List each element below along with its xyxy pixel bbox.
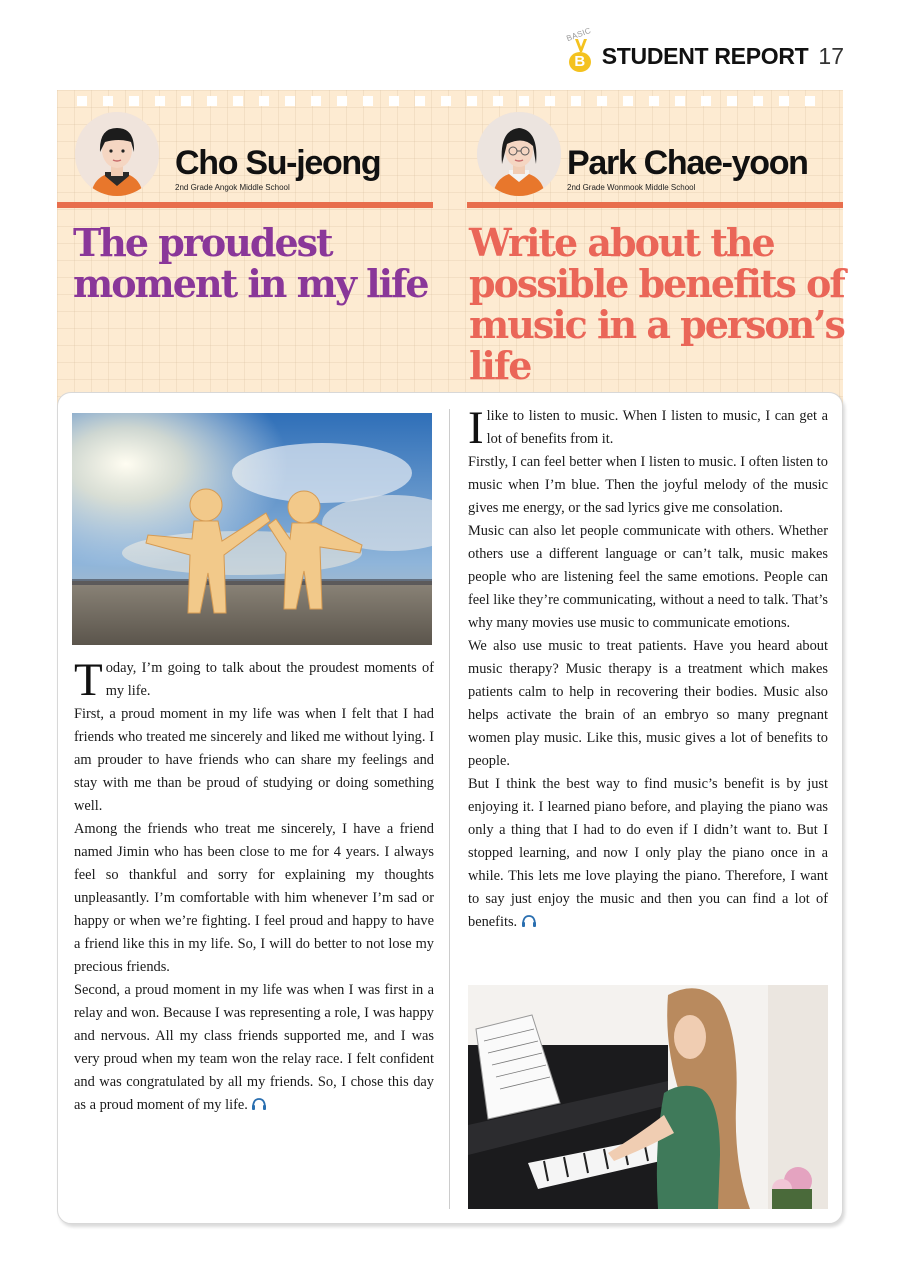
header-rule bbox=[467, 202, 843, 208]
page-header bbox=[564, 25, 844, 74]
avatar bbox=[477, 112, 561, 196]
piano-girl-photo bbox=[468, 985, 828, 1209]
headphones-icon bbox=[521, 914, 537, 928]
student-school: 2nd Grade Angok Middle School bbox=[175, 183, 290, 192]
student-school: 2nd Grade Wonmook Middle School bbox=[567, 183, 696, 192]
essay-panel bbox=[57, 392, 843, 1224]
headphones-icon bbox=[251, 1097, 267, 1111]
perforation-strip bbox=[77, 96, 825, 106]
topic-banner bbox=[57, 90, 843, 410]
v-sign-icon bbox=[572, 39, 590, 53]
essay-paragraph: But I think the best way to find music’s benefit is by just enjoying it. I learned piano before, and playing the piano was only a thing that I had to do even if I didn’t want to. But I stopped learning, and now I only play the piano once in a while. This lets me love playing the piano. Therefore, I want to say just enjoy the music and then you can find a lot of benefits. bbox=[468, 776, 828, 930]
essay-paragraph: Firstly, I can feel better when I listen to music. I often listen to music when I’m blue. Then the joyful melody of the music gives me energy, or the sad lyrics give me consolation. bbox=[468, 454, 828, 516]
wooden-figures-photo bbox=[72, 413, 432, 645]
essay-paragraph: First, a proud moment in my life was when I felt that I had friends who treated me sincerely and liked me without lying. I am prouder to have friends who can share my feelings and stay with me than be proud of studying or doing something well. bbox=[74, 706, 434, 814]
header-rule bbox=[57, 202, 433, 208]
drop-cap: I bbox=[468, 402, 484, 454]
avatar bbox=[75, 112, 159, 196]
column-divider bbox=[449, 409, 450, 1209]
essay-paragraph: Second, a proud moment in my life was when I was first in a relay and won. Because I was representing a role, I was happy and nervous. All my class friends supported me, and I was very proud when my team won the relay race. I felt confident and was congratulated by all my friends. So, I chose this day as a proud moment of my life. bbox=[74, 982, 434, 1113]
essay-paragraph: Today, I’m going to talk about the proudest moments of my life. bbox=[74, 654, 434, 706]
student-name: Park Chae-yoon bbox=[567, 144, 808, 182]
essay-body-left bbox=[74, 654, 434, 1117]
drop-cap: T bbox=[74, 654, 103, 706]
essay-paragraph: Ilike to listen to music. When I listen to music, I can get a lot of benefits from it. bbox=[468, 402, 828, 454]
essay-paragraph: We also use music to treat patients. Have you heard about music therapy? Music therapy is a treatment which makes patients calm to help in recovering their bodies. Music also helps activate the brain of an embryo so many pregnant women play music. Like this, music gives a lot of benefits to people. bbox=[468, 638, 828, 769]
student-name: Cho Su-jeong bbox=[175, 144, 381, 182]
page-number: 17 bbox=[818, 42, 844, 69]
essay-topic: Write about the possible benefits of music in a person’s life bbox=[469, 220, 844, 388]
essay-paragraph: Music can also let people communicate with others. Whether others use a different language or can’t talk, music makes people who are listening feel the same emotions. People can feel like they’re communicating, without a need to talk. That’s why many movies use music to communicate emotions. bbox=[468, 523, 828, 631]
basic-logo bbox=[564, 25, 594, 74]
logo-basic-text: BASIC bbox=[564, 25, 593, 44]
essay-body-right bbox=[468, 402, 828, 934]
essay-paragraph: Among the friends who treat me sincerely, I have a friend named Jimin who has been close to me for 4 years. I always feel so thankful and sorry for explaining my thoughts unpleasantly. I’m comfortable with him whenever I’m sad or happy or when we’re fighting. I feel proud and happy to have a friend like this in my life. So, I will do better to not lose my precious friends. bbox=[74, 821, 434, 975]
section-title: STUDENT REPORT bbox=[601, 42, 809, 69]
essay-topic: The proudest moment in my life bbox=[73, 220, 428, 306]
logo-letter: B bbox=[569, 52, 591, 72]
